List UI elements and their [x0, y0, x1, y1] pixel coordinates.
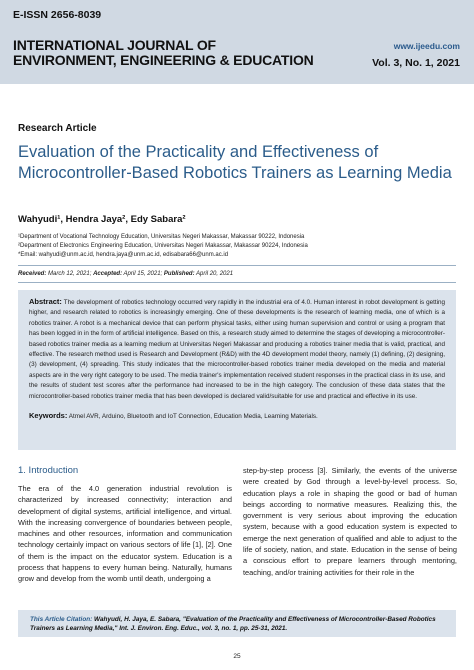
contact-email: *Email: wahyudi@unm.ac.id, hendra.jaya@unm.ac.id, edisabara66@unm.ac.id [18, 252, 229, 258]
citation-label: This Article Citation: [30, 616, 93, 623]
affiliation-1: ¹Department of Vocational Technology Education, Universitas Negeri Makassar, Makassar 90222, Indonesia [18, 234, 305, 240]
section-heading-introduction: 1. Introduction [18, 465, 79, 476]
journal-header [0, 0, 474, 84]
divider [18, 282, 456, 283]
paper-title: Evaluation of the Practicality and Effectiveness of Microcontroller-Based Robotics Trainers as Learning Media [18, 143, 452, 182]
journal-website-link[interactable]: www.ijeedu.com [393, 41, 460, 51]
divider [18, 265, 456, 266]
published-label: Published: [163, 271, 195, 277]
abstract-box [18, 290, 456, 450]
volume-label: Vol. 3, No. 1, 2021 [372, 57, 460, 69]
intro-right-column: step-by-step process [3]. Similarly, the events of the universe were created by God through a level-by-level process. So, education plays a role in shaping the good or bad of human beings according to normative measures. Realizing this, the government is very serious about improving the education system, because with a good education system is expected to emerge the next generation of qualified and able to adjust to the life of society, nation, and state. Education in the sense of being a conscious effort to prepare learners through mentoring, teaching, and/or training activities for their role in the [243, 466, 457, 577]
abstract-text: The development of robotics technology occurred very rapidly in the industrial era of 4.0. Human interest in robot development is getting higher, and research related to robotics is increasingly emerging. One of these developments is the research of learning media, one of which is a robotics trainer. A robot is a mechanical device that can perform physical tasks, either using human supervision and control or using a program that has been logged in in the form of artificial intelligence. Based on this, a research study aimed to determine the stages of developing a microcontroller-based robotics trainer media as a learning medium at Universitas Negeri Makassar and producing a robotics trainer media that is valid, practical, and effective. The research method used is Research and Development (R&D) with the 4D development model theory, namely (1) defining, (2) designing, (3) development, (4) spreading. This study indicates that the microcontroller-based robotics trainer media developed on the media and material aspects are in the very right category to be used. The media trainer's implementation received student responses in the practical class in its use, and the results of student test scores after the performance had increased to be in the high category. The conclusion of these data states that the microcontroller-based robotics trainer media that has been developed is declared valid/suitable for use and practical and effective in its use. [29, 299, 445, 400]
accepted-date: April 15, 2021; [123, 271, 163, 277]
accepted-label: Accepted: [93, 271, 123, 277]
page-number: 25 [233, 653, 241, 660]
intro-left-column: The era of the 4.0 generation industrial revolution is characterized by increased connectivity; interaction and development of digital systems, artificial intelligence, and virtual. With the increasing convergence of boundaries between people, machines and other resources, information and communication technology certainly impact on various sectors of life [1], [2]. One of them is the impact on the educator system. Education is a process that happens to every human being. Naturally, humans grow and develop from the womb until death, undergoing a [18, 484, 232, 584]
received-date: March 12, 2021; [48, 271, 92, 277]
abstract-label: Abstract: [29, 297, 62, 306]
citation-box [18, 610, 456, 637]
keywords-text: Atmel AVR, Arduino, Bluetooth and IoT Connection, Education Media, Learning Materials. [68, 413, 318, 421]
article-type: Research Article [18, 123, 97, 134]
journal-title [13, 38, 314, 68]
keywords-label: Keywords: [29, 411, 68, 421]
author-list: Wahyudi¹, Hendra Jaya², Edy Sabara² [18, 214, 186, 225]
journal-title-line1: INTERNATIONAL JOURNAL OF [13, 37, 216, 53]
publication-dates [18, 271, 233, 277]
issn-label: E-ISSN 2656-8039 [13, 9, 102, 21]
affiliation-2: ²Department of Electronics Engineering Education, Universitas Negeri Makassar, Makassar 90224, Indonesia [18, 243, 308, 249]
published-date: April 20, 2021 [196, 271, 234, 277]
journal-title-line2: ENVIRONMENT, ENGINEERING & EDUCATION [13, 52, 314, 68]
abstract-paragraph [29, 297, 445, 402]
citation-text: Wahyudi, H. Jaya, E. Sabara, "Evaluation of the Practicality and Effectiveness of Microcontroller-Based Robotics Trainers as Learning Media," Int. J. Environ. Eng. Educ., vol. 3, no. 1, pp. 25-31, 2021. [30, 616, 436, 632]
keywords-paragraph [29, 411, 445, 422]
received-label: Received: [18, 271, 47, 277]
